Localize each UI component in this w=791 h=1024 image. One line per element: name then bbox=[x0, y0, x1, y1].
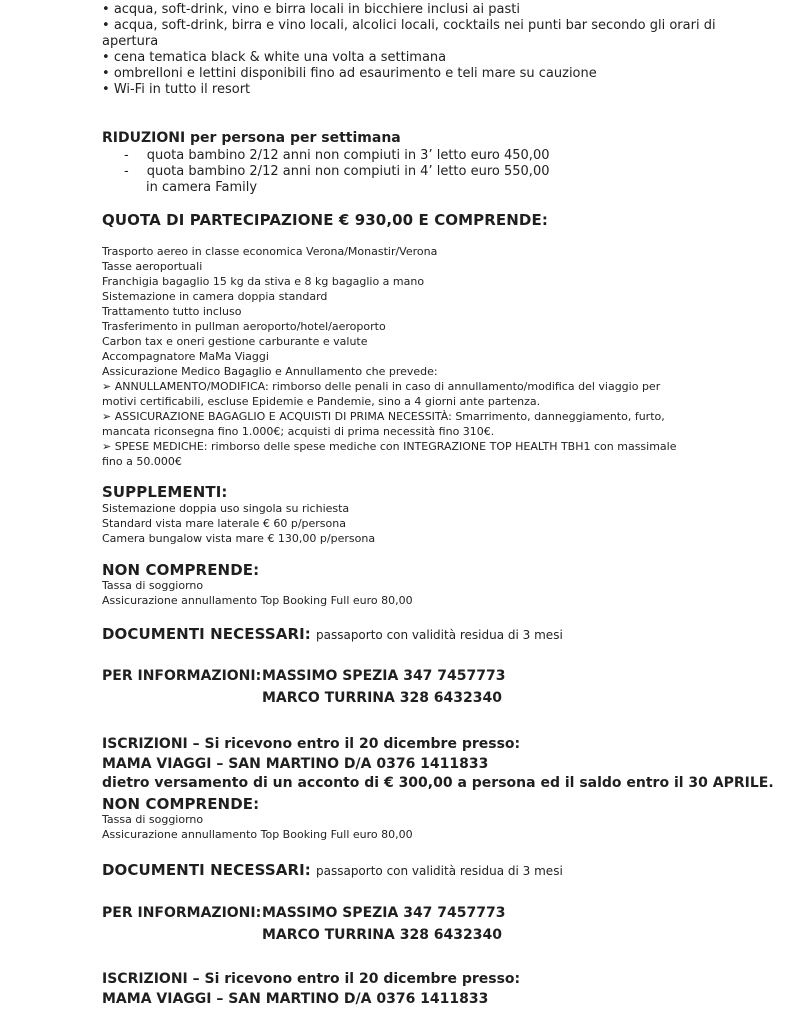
quota-line: Carbon tax e oneri gestione carburante e valute bbox=[102, 335, 368, 348]
iscrizioni-agency: MAMA VIAGGI – SAN MARTINO D/A 0376 1411833 bbox=[102, 756, 489, 772]
quota-line: ➢ ANNULLAMENTO/MODIFICA: rimborso delle penali in caso di annullamento/modifica del viaggio per bbox=[102, 380, 661, 393]
quota-line: Sistemazione in camera doppia standard bbox=[102, 290, 328, 303]
quota-line: Trasporto aereo in classe economica Verona/Monastir/Verona bbox=[102, 245, 438, 258]
bullet-item: • acqua, soft-drink, birra e vino locali, alcolici locali, cocktails nei punti bar secondo gli orari di bbox=[102, 18, 716, 33]
quota-line: Assicurazione Medico Bagaglio e Annullamento che prevede: bbox=[102, 365, 438, 378]
informazioni-label: PER INFORMAZIONI: bbox=[102, 668, 262, 684]
non-comprende-title: NON COMPRENDE: bbox=[102, 795, 260, 813]
iscrizioni-title: ISCRIZIONI – Si ricevono entro il 20 dicembre presso: bbox=[102, 971, 521, 987]
supplemento-line: Camera bungalow vista mare € 130,00 p/persona bbox=[102, 532, 376, 545]
non-comprende-line: Assicurazione annullamento Top Booking Full euro 80,00 bbox=[102, 828, 413, 841]
documenti-title: DOCUMENTI NECESSARI: bbox=[102, 861, 311, 879]
informazioni-contact-1: MASSIMO SPEZIA 347 7457773 bbox=[262, 905, 506, 921]
riduzione-item: - quota bambino 2/12 anni non compiuti in 3’ letto euro 450,00 bbox=[124, 148, 550, 163]
riduzione-item-continued: in camera Family bbox=[146, 180, 258, 195]
riduzione-item: - quota bambino 2/12 anni non compiuti in 4’ letto euro 550,00 bbox=[124, 164, 550, 179]
quota-line: motivi certificabili, escluse Epidemie e Pandemie, sino a 4 giorni ante partenza. bbox=[102, 395, 541, 408]
informazioni-label: PER INFORMAZIONI: bbox=[102, 905, 262, 921]
iscrizioni-title: ISCRIZIONI – Si ricevono entro il 20 dicembre presso: bbox=[102, 736, 521, 752]
quota-line: mancata riconsegna fino 1.000€; acquisti di prima necessità fino 310€. bbox=[102, 425, 495, 438]
supplemento-line: Standard vista mare laterale € 60 p/persona bbox=[102, 517, 346, 530]
informazioni-contact-1: MASSIMO SPEZIA 347 7457773 bbox=[262, 668, 506, 684]
non-comprende-line: Tassa di soggiorno bbox=[102, 813, 204, 826]
bullet-item: • ombrelloni e lettini disponibili fino ad esaurimento e teli mare su cauzione bbox=[102, 66, 597, 81]
quota-line: Accompagnatore MaMa Viaggi bbox=[102, 350, 269, 363]
quota-line: Franchigia bagaglio 15 kg da stiva e 8 kg bagaglio a mano bbox=[102, 275, 425, 288]
documenti-text: passaporto con validità residua di 3 mesi bbox=[315, 864, 563, 878]
informazioni-contact-2: MARCO TURRINA 328 6432340 bbox=[262, 690, 502, 706]
documenti-row bbox=[102, 860, 563, 879]
riduzioni-title: RIDUZIONI per persona per settimana bbox=[102, 130, 401, 146]
informazioni-contact-2: MARCO TURRINA 328 6432340 bbox=[262, 927, 502, 943]
non-comprende-title: NON COMPRENDE: bbox=[102, 561, 260, 579]
documenti-title: DOCUMENTI NECESSARI: bbox=[102, 625, 311, 643]
quota-title: QUOTA DI PARTECIPAZIONE € 930,00 E COMPRENDE: bbox=[102, 211, 548, 229]
documenti-row bbox=[102, 624, 563, 643]
bullet-item: • cena tematica black & white una volta a settimana bbox=[102, 50, 447, 65]
quota-line: Tasse aeroportuali bbox=[102, 260, 203, 273]
quota-line: fino a 50.000€ bbox=[102, 455, 182, 468]
documenti-text: passaporto con validità residua di 3 mesi bbox=[315, 628, 563, 642]
quota-line: Trasferimento in pullman aeroporto/hotel/aeroporto bbox=[102, 320, 386, 333]
quota-line: ➢ ASSICURAZIONE BAGAGLIO E ACQUISTI DI PRIMA NECESSITÀ: Smarrimento, danneggiamento, furto, bbox=[102, 410, 665, 423]
non-comprende-line: Assicurazione annullamento Top Booking Full euro 80,00 bbox=[102, 594, 413, 607]
bullet-item: • Wi-Fi in tutto il resort bbox=[102, 82, 251, 97]
non-comprende-line: Tassa di soggiorno bbox=[102, 579, 204, 592]
supplemento-line: Sistemazione doppia uso singola su richiesta bbox=[102, 502, 350, 515]
quota-line: ➢ SPESE MEDICHE: rimborso delle spese mediche con INTEGRAZIONE TOP HEALTH TBH1 con massimale bbox=[102, 440, 677, 453]
bullet-item-continued: apertura bbox=[102, 34, 159, 49]
iscrizioni-agency: MAMA VIAGGI – SAN MARTINO D/A 0376 1411833 bbox=[102, 991, 489, 1007]
iscrizioni-acconto: dietro versamento di un acconto di € 300,00 a persona ed il saldo entro il 30 APRILE. bbox=[102, 775, 774, 791]
quota-line: Trattamento tutto incluso bbox=[102, 305, 242, 318]
bullet-item: • acqua, soft-drink, vino e birra locali in bicchiere inclusi ai pasti bbox=[102, 2, 520, 17]
supplementi-title: SUPPLEMENTI: bbox=[102, 483, 228, 501]
